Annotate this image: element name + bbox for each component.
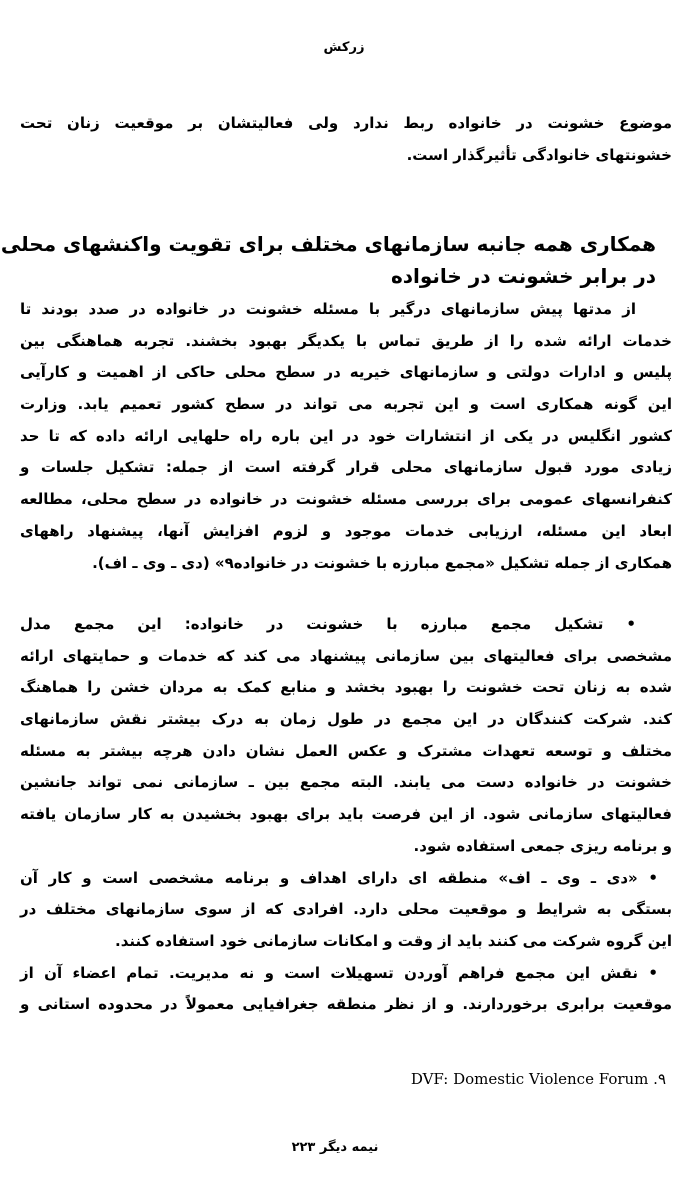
text-line: این گونه همکاری است و این تجربه می تواند در سطح کشور تعمیم یابد. وزارت xyxy=(20,395,672,414)
text-line: موضوع خشونت در خانواده ربط ندارد ولی فعالیتشان بر موقعیت زنان تحت xyxy=(20,114,672,132)
text-line: فعالیتهای سازمانی شود. از این فرصت باید برای بهبود بخشیدن به کار سازمان یافته xyxy=(20,805,672,824)
heading-line: در برابر خشونت در خانواده xyxy=(390,263,656,288)
text-line: از مدتها پیش سازمانهای درگیر با مسئله خشونت در خانواده در صدد بودند تا xyxy=(20,300,636,318)
page-footer: نیمه دیگر ۲۲۳ xyxy=(291,1140,379,1155)
heading-line: همکاری همه جانبه سازمانهای مختلف برای تقویت واکنشهای محلی xyxy=(0,232,656,256)
text-line: خدمات ارائه شده را از طریق تماس با یکدیگر بهبود بخشند. تجربه هماهنگی بین xyxy=(20,331,672,350)
paragraph-body xyxy=(20,294,672,579)
bullet-line: • نقش این مجمع فراهم آوردن تسهیلات است و نه مدیریت. تمام اعضاء آن از xyxy=(20,963,658,982)
text-line: ابعاد این مسئله، ارزیابی خدمات موجود و لزوم افزایش آنها، پیشنهاد راههای xyxy=(20,521,672,540)
text-line: کند. شرکت کنندگان در این مجمع در طول زمان به درک بیشتر نقش سازمانهای xyxy=(20,710,672,729)
bullet-line: • تشکیل مجمع مبارزه با خشونت در خانواده: این مجمع مدل xyxy=(20,615,636,633)
bullet-line: • «دی ـ وی ـ اف» منطقه ای دارای اهداف و برنامه مشخصی است و کار آن xyxy=(20,868,658,887)
text-line: همکاری از جمله تشکیل «مجمع مبارزه با خشونت در خانواده۹» (دی ـ وی ـ اف). xyxy=(92,553,672,572)
text-line: موقعیت برابری برخوردارند. و از نظر منطقه جغرافیایی معمولاً در محدوده استانی و xyxy=(20,995,672,1014)
text-line: و برنامه ریزی جمعی استفاده شود. xyxy=(413,836,672,855)
text-line: این گروه شرکت می کنند باید از وقت و امکانات سازمانی خود استفاده کنند. xyxy=(115,931,672,950)
text-line: زیادی مورد قبول سازمانهای محلی قرار گرفته است از جمله: تشکیل جلسات و xyxy=(20,458,672,477)
paragraph-intro xyxy=(20,108,672,171)
text-line: مشخصی برای فعالیتهای بین سازمانی پیشنهاد می کند که خدمات و حمایتهای ارائه xyxy=(20,646,672,665)
text-line: شده به زنان تحت خشونت را بهبود بخشد و منابع کمک به مردان خشن را هماهنگ xyxy=(20,678,672,697)
text-line: پلیس و ادارات دولتی و سازمانهای خیریه در سطح محلی حاکی از اهمیت و کارآیی xyxy=(20,363,672,382)
running-head: زرکش xyxy=(323,40,365,55)
section-heading xyxy=(0,228,656,291)
text-line: بستگی به شرایط و موقعیت محلی دارد. افرادی که از سوی سازمانهای مختلف در xyxy=(20,900,672,919)
bullet-list xyxy=(20,609,672,1021)
text-line: کنفرانسهای عمومی برای بررسی مسئله خشونت در خانواده در سطح محلی، مطالعه xyxy=(20,490,672,509)
text-line: مختلف و توسعه تعهدات مشترک و عکس العمل نشان دادن هرچه بیشتر به مسئله xyxy=(20,741,672,760)
footnote: DVF: Domestic Violence Forum .۹ xyxy=(410,1070,666,1088)
text-line: خشونتهای خانوادگی تأثیرگذار است. xyxy=(406,145,672,164)
text-line: کشور انگلیس در یکی از انتشارات خود در این باره راه حلهایی ارائه داده که تا حد xyxy=(20,426,672,445)
text-line: خشونت در خانواده دست می یابند. البته مجمع بین ـ سازمانی نمی تواند جانشین xyxy=(20,773,672,792)
